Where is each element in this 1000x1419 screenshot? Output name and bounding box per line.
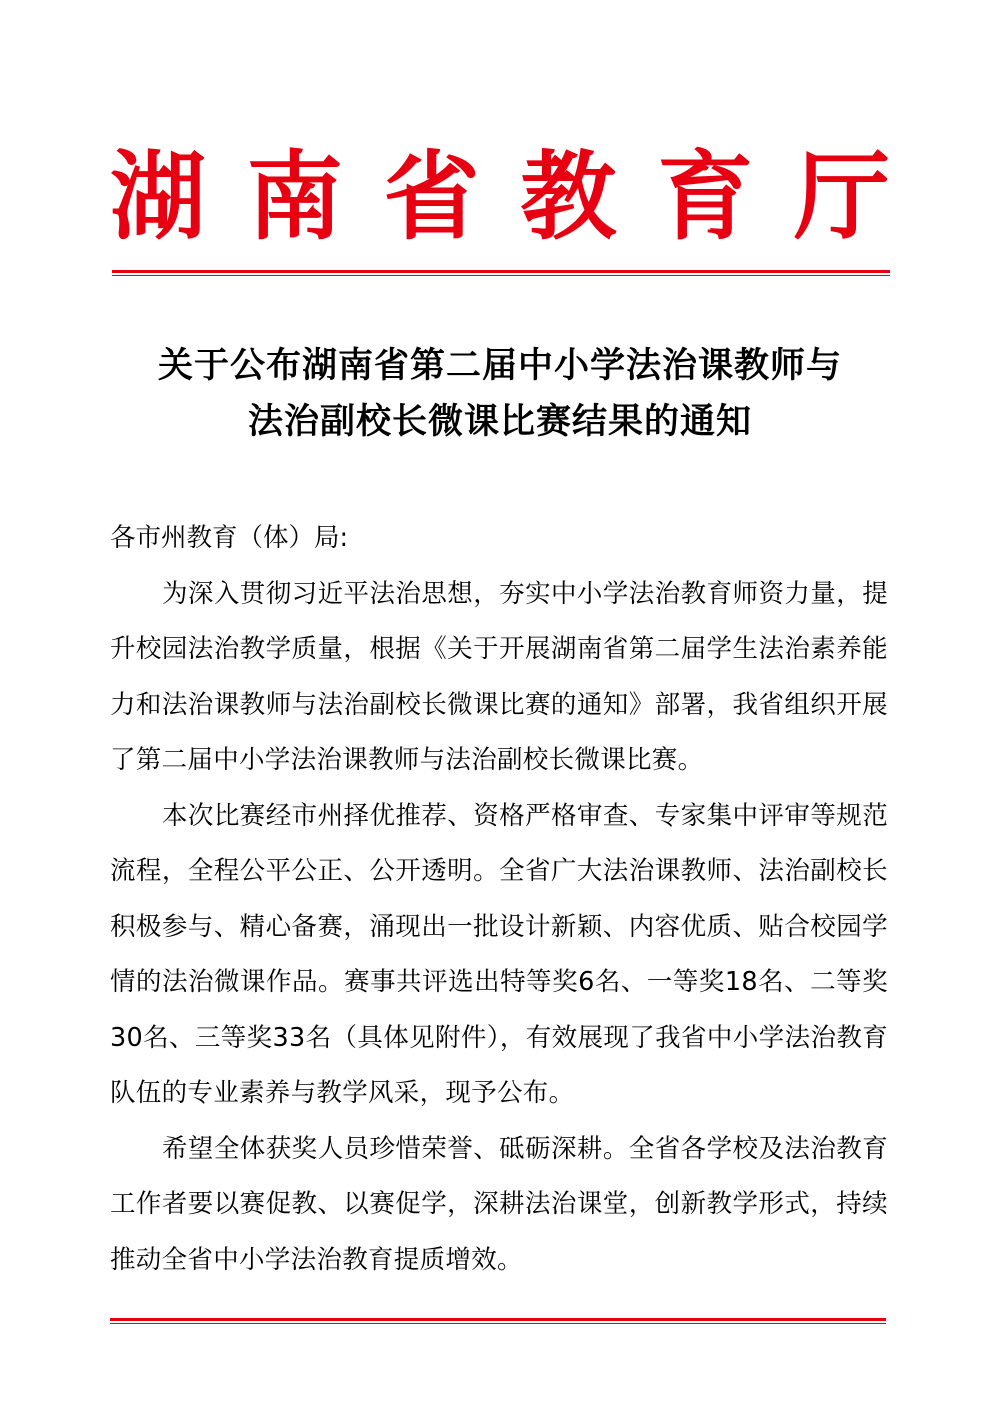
- header-divider: [112, 270, 890, 276]
- body-paragraph: 本次比赛经市州择优推荐、资格严格审查、专家集中评审等规范流程，全程公平公正、公开透明。全省广大法治课教师、法治副校长积极参与、精心备赛，涌现出一批设计新颖、内容优质、贴合校园学情的法治微课作品。赛事共评选出特等奖6名、一等奖18名、二等奖30名、三等奖33名（具体见附件），有效展现了我省中小学法治教育队伍的专业素养与教学风采，现予公布。: [110, 800, 888, 1108]
- header-char: 教: [520, 140, 617, 253]
- document-body: [110, 511, 888, 1288]
- document-title: [110, 338, 890, 450]
- header-char: 省: [383, 140, 480, 253]
- title-line-2: 法治副校长微课比赛结果的通知: [247, 401, 752, 442]
- title-line-1: 关于公布湖南省第二届中小学法治课教师与: [157, 345, 842, 386]
- header-char: 育: [657, 140, 754, 253]
- salutation: 各市州教育（体）局:: [110, 523, 349, 553]
- body-paragraph: 为深入贯彻习近平法治思想，夯实中小学法治教育师资力量，提升校园法治教学质量，根据《关于开展湖南省第二届学生法治素养能力和法治课教师与法治副校长微课比赛的通知》部署，我省组织开展了第二届中小学法治课教师与法治副校长微课比赛。: [110, 578, 888, 775]
- footer-divider: [110, 1318, 886, 1324]
- header-char: 南: [246, 140, 343, 253]
- header-char: 厅: [793, 140, 890, 253]
- issuing-authority-header: [110, 142, 890, 252]
- header-char: 湖: [110, 140, 206, 253]
- body-paragraph: 希望全体获奖人员珍惜荣誉、砥砺深耕。全省各学校及法治教育工作者要以赛促教、以赛促学，深耕法治课堂，创新教学形式，持续推动全省中小学法治教育提质增效。: [110, 1133, 888, 1275]
